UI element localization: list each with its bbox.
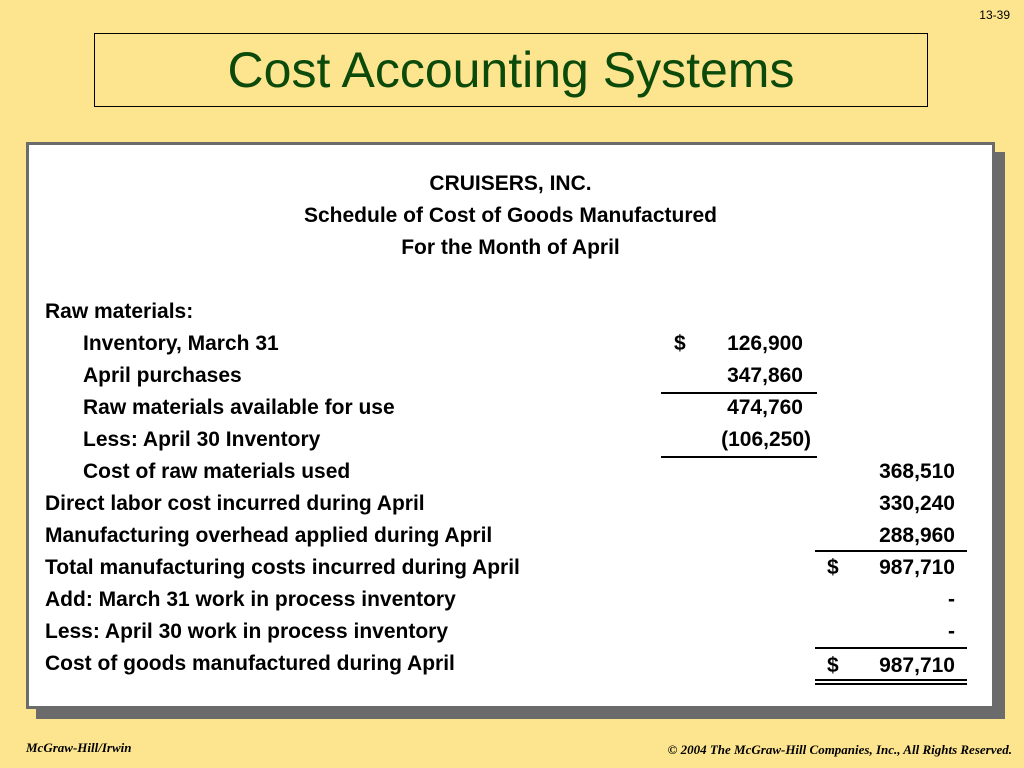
amount-col2: 330,240	[879, 492, 955, 515]
currency-symbol: $	[827, 556, 839, 579]
double-rule-top	[815, 679, 967, 681]
row-label: Raw materials available for use	[83, 396, 395, 419]
publisher-footer: McGraw-Hill/Irwin	[26, 740, 132, 755]
amount-col2: 368,510	[879, 460, 955, 483]
amount-col2: 288,960	[879, 524, 955, 547]
row-label: Cost of raw materials used	[83, 460, 351, 483]
table-row	[29, 492, 992, 522]
row-label: Manufacturing overhead applied during April	[45, 524, 493, 547]
table-row	[29, 620, 992, 650]
subtotal-rule	[815, 647, 967, 649]
company-name: CRUISERS, INC.	[429, 172, 592, 195]
row-label: Direct labor cost incurred during April	[45, 492, 425, 515]
row-label: Total manufacturing costs incurred during April	[45, 556, 520, 579]
amount-col1: (106,250)	[721, 428, 811, 451]
amount-col2: -	[948, 620, 955, 643]
amount-col1: 347,860	[727, 364, 803, 387]
statement-period: For the Month of April	[401, 236, 620, 259]
table-row	[29, 428, 992, 458]
row-label: Inventory, March 31	[83, 332, 279, 355]
slide-number: 13-39	[979, 8, 1010, 22]
row-label: Raw materials:	[45, 300, 194, 323]
table-row	[29, 556, 992, 586]
subtotal-rule	[661, 456, 817, 458]
subtotal-rule	[815, 550, 967, 552]
table-row	[29, 460, 992, 490]
double-rule-bottom	[815, 683, 967, 685]
currency-symbol: $	[827, 654, 839, 677]
copyright-footer: © 2004 The McGraw-Hill Companies, Inc., All Rights Reserved.	[667, 742, 1012, 757]
amount-col2: 987,710	[879, 556, 955, 579]
amount-col2: 987,710	[879, 654, 955, 677]
statement-name: Schedule of Cost of Goods Manufactured	[303, 204, 718, 227]
amount-col1: 126,900	[727, 332, 803, 355]
row-label: Add: March 31 work in process inventory	[45, 588, 456, 611]
currency-symbol: $	[674, 332, 686, 355]
table-row	[29, 396, 992, 426]
table-row	[29, 588, 992, 618]
title-box	[94, 33, 928, 107]
amount-col2: -	[948, 588, 955, 611]
slide-title: Cost Accounting Systems	[227, 42, 795, 98]
row-label: April purchases	[83, 364, 242, 387]
table-row	[29, 332, 992, 362]
row-label: Cost of goods manufactured during April	[45, 652, 455, 675]
statement-panel	[26, 142, 995, 709]
row-label: Less: April 30 work in process inventory	[45, 620, 449, 643]
subtotal-rule	[661, 392, 817, 394]
table-row	[29, 300, 992, 330]
table-row	[29, 364, 992, 394]
row-label: Less: April 30 Inventory	[83, 428, 321, 451]
table-row	[29, 652, 992, 682]
amount-col1: 474,760	[727, 396, 803, 419]
